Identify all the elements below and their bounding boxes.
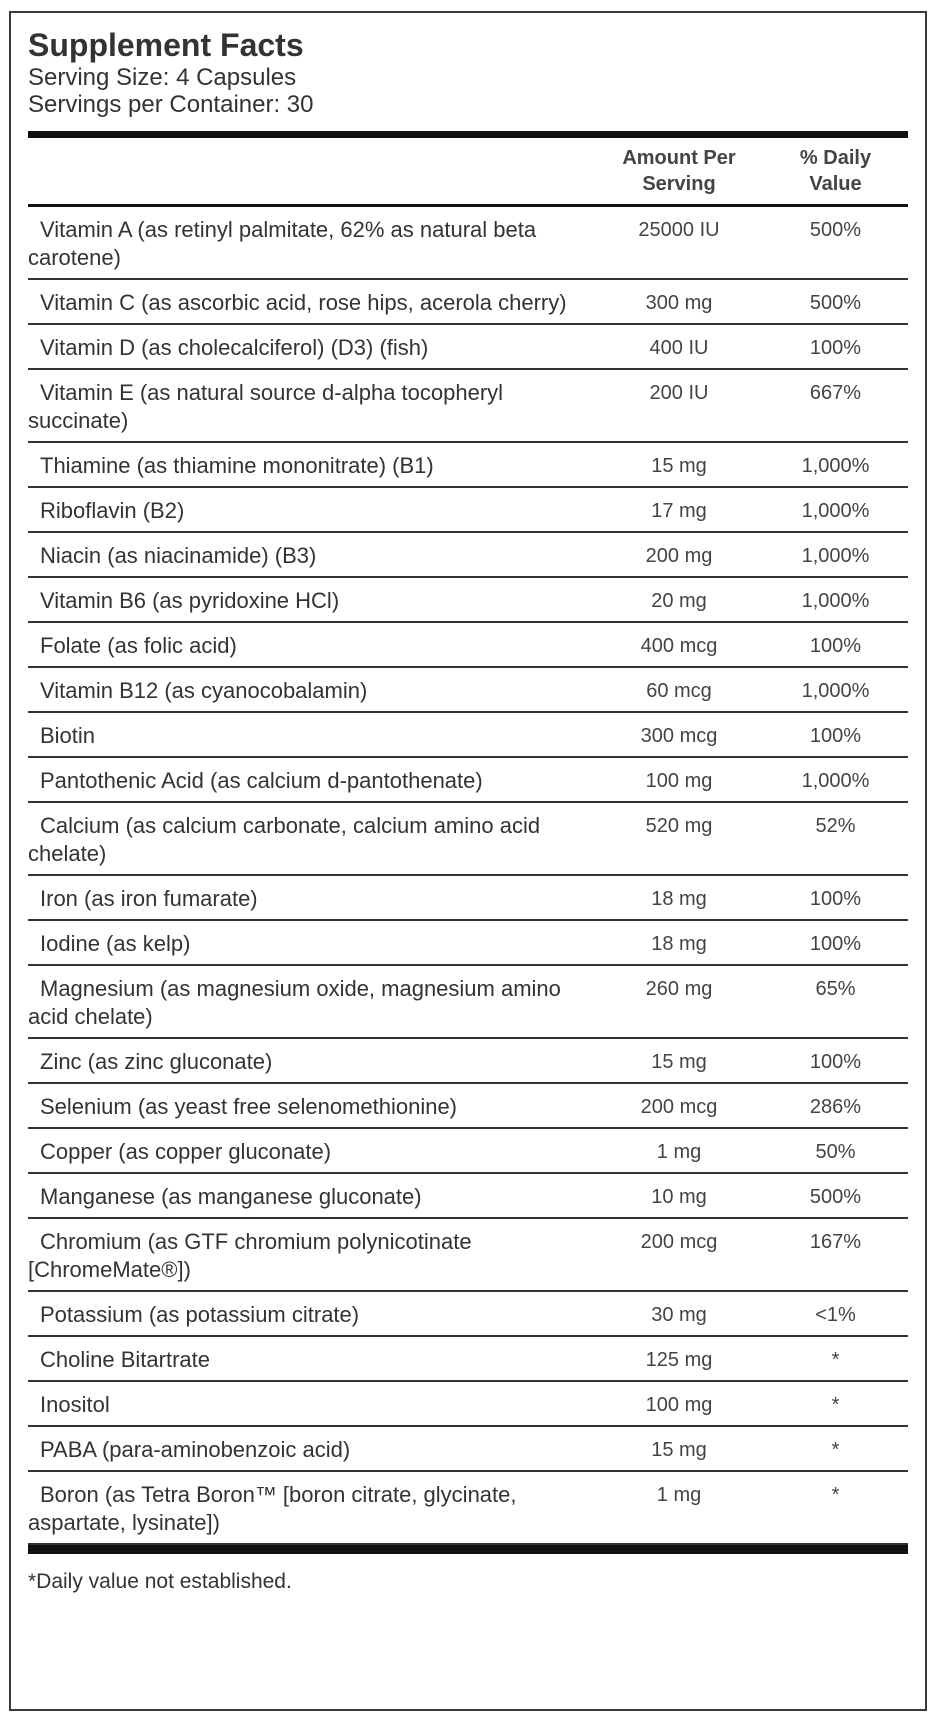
nutrient-name: Vitamin C (as ascorbic acid, rose hips, acerola cherry) [40, 289, 567, 315]
nutrient-daily-value: 65% [815, 977, 856, 1000]
nutrient-name: Manganese (as manganese gluconate) [40, 1183, 422, 1209]
nutrient-name: Chromium (as GTF chromium polynicotinate [ChromeMate®]) [28, 1228, 472, 1282]
nutrient-name: PABA (para-aminobenzoic acid) [40, 1436, 351, 1462]
supplement-facts-content [28, 13, 908, 1594]
nutrient-amount: 520 mg [645, 814, 713, 837]
nutrient-daily-value: 100% [809, 887, 862, 910]
nutrient-amount: 200 IU [649, 381, 709, 404]
nutrient-amount: 1 mg [656, 1483, 702, 1506]
nutrient-amount: 100 mg [645, 769, 713, 792]
nutrient-name: Iron (as iron fumarate) [40, 885, 258, 911]
bottom-divider-bar [28, 1545, 908, 1554]
nutrient-amount: 260 mg [645, 977, 713, 1000]
nutrient-daily-value: 100% [809, 336, 862, 359]
nutrient-name: Calcium (as calcium carbonate, calcium amino acid chelate) [28, 812, 541, 866]
nutrient-amount: 200 mcg [640, 1095, 718, 1118]
daily-value-column-header: % Daily Value [799, 146, 872, 195]
nutrient-amount: 15 mg [651, 1438, 707, 1461]
table-row [28, 1039, 908, 1084]
servings-per-container: Servings per Container: 30 [28, 91, 314, 119]
nutrient-daily-value: 1,000% [801, 589, 870, 612]
nutrient-name: Thiamine (as thiamine mononitrate) (B1) [40, 452, 434, 478]
nutrient-amount: 10 mg [651, 1185, 707, 1208]
nutrient-amount: 18 mg [651, 887, 707, 910]
nutrient-name: Copper (as copper gluconate) [40, 1138, 332, 1164]
nutrient-daily-value: 667% [809, 381, 862, 404]
nutrient-amount: 200 mcg [640, 1230, 718, 1253]
table-row [28, 966, 908, 1039]
nutrient-daily-value: 500% [809, 218, 862, 241]
nutrient-amount: 15 mg [651, 1050, 707, 1073]
table-row [28, 921, 908, 966]
nutrient-daily-value: 52% [815, 814, 856, 837]
nutrient-name: Potassium (as potassium citrate) [40, 1301, 360, 1327]
nutrient-name: Iodine (as kelp) [40, 930, 191, 956]
table-row [28, 1292, 908, 1337]
nutrient-daily-value: 1,000% [801, 679, 870, 702]
nutrient-amount: 300 mcg [640, 724, 718, 747]
nutrient-daily-value: 167% [809, 1230, 862, 1253]
supplement-facts-panel [9, 11, 927, 1711]
nutrient-name: Folate (as folic acid) [40, 632, 237, 658]
nutrient-amount: 30 mg [651, 1303, 707, 1326]
table-row [28, 623, 908, 668]
nutrient-name: Pantothenic Acid (as calcium d-pantothenate) [40, 767, 483, 793]
nutrient-daily-value: * [831, 1393, 840, 1416]
table-row [28, 280, 908, 325]
footnote: *Daily value not established. [28, 1569, 292, 1593]
table-row [28, 1174, 908, 1219]
amount-column-header: Amount Per Serving [622, 146, 736, 195]
nutrient-daily-value: 500% [809, 291, 862, 314]
table-row [28, 758, 908, 803]
top-divider-bar [28, 131, 908, 138]
nutrient-amount: 25000 IU [638, 218, 720, 241]
table-row [28, 325, 908, 370]
nutrient-name: Vitamin B12 (as cyanocobalamin) [40, 677, 368, 703]
nutrient-name: Inositol [40, 1391, 110, 1417]
table-row [28, 1337, 908, 1382]
table-row [28, 1219, 908, 1292]
nutrient-amount: 400 mcg [640, 634, 718, 657]
nutrient-name: Vitamin D (as cholecalciferol) (D3) (fish) [40, 334, 429, 360]
table-row [28, 533, 908, 578]
table-row [28, 1129, 908, 1174]
table-row [28, 1472, 908, 1545]
nutrient-amount: 60 mcg [646, 679, 712, 702]
table-row [28, 370, 908, 443]
nutrient-name: Boron (as Tetra Boron™ [boron citrate, glycinate, aspartate, lysinate]) [28, 1481, 517, 1535]
nutrient-amount: 200 mg [645, 544, 713, 567]
nutrient-name: Niacin (as niacinamide) (B3) [40, 542, 317, 568]
nutrient-amount: 400 IU [649, 336, 709, 359]
nutrient-daily-value: 100% [809, 634, 862, 657]
nutrient-daily-value: 100% [809, 724, 862, 747]
nutrient-amount: 125 mg [645, 1348, 713, 1371]
table-row [28, 1427, 908, 1472]
nutrient-daily-value: 286% [809, 1095, 862, 1118]
nutrient-daily-value: 1,000% [801, 499, 870, 522]
nutrient-name: Vitamin A (as retinyl palmitate, 62% as natural beta carotene) [28, 216, 537, 270]
table-row [28, 578, 908, 623]
nutrient-amount: 1 mg [656, 1140, 702, 1163]
nutrient-daily-value: 1,000% [801, 769, 870, 792]
nutrient-daily-value: * [831, 1438, 840, 1461]
nutrient-amount: 300 mg [645, 291, 713, 314]
nutrient-amount: 100 mg [645, 1393, 713, 1416]
table-row [28, 443, 908, 488]
nutrient-amount: 15 mg [651, 454, 707, 477]
nutrient-name: Vitamin E (as natural source d-alpha tocopheryl succinate) [28, 379, 504, 433]
nutrient-daily-value: 100% [809, 932, 862, 955]
nutrient-amount: 17 mg [651, 499, 707, 522]
nutrient-daily-value: * [831, 1348, 840, 1371]
serving-size: Serving Size: 4 Capsules [28, 63, 297, 91]
nutrient-name: Choline Bitartrate [40, 1346, 210, 1372]
nutrient-daily-value: 50% [815, 1140, 856, 1163]
nutrient-daily-value: 100% [809, 1050, 862, 1073]
table-row [28, 713, 908, 758]
nutrient-name: Riboflavin (B2) [40, 497, 185, 523]
nutrient-daily-value: * [831, 1483, 840, 1506]
table-row [28, 207, 908, 280]
nutrient-rows [28, 207, 908, 1545]
nutrient-daily-value: 500% [809, 1185, 862, 1208]
nutrient-amount: 20 mg [651, 589, 707, 612]
table-row [28, 1084, 908, 1129]
nutrient-name: Vitamin B6 (as pyridoxine HCl) [40, 587, 340, 613]
table-row [28, 668, 908, 713]
column-header-row [28, 138, 908, 204]
nutrient-daily-value: 1,000% [801, 454, 870, 477]
table-row [28, 1382, 908, 1427]
table-row [28, 876, 908, 921]
nutrient-amount: 18 mg [651, 932, 707, 955]
nutrient-name: Zinc (as zinc gluconate) [40, 1048, 273, 1074]
table-row [28, 803, 908, 876]
nutrient-name: Biotin [40, 722, 96, 748]
nutrient-name: Selenium (as yeast free selenomethionine) [40, 1093, 458, 1119]
nutrient-name: Magnesium (as magnesium oxide, magnesium amino acid chelate) [28, 975, 561, 1029]
nutrient-daily-value: <1% [815, 1303, 856, 1326]
table-row [28, 488, 908, 533]
nutrient-daily-value: 1,000% [801, 544, 870, 567]
label-title: Supplement Facts [28, 27, 304, 63]
